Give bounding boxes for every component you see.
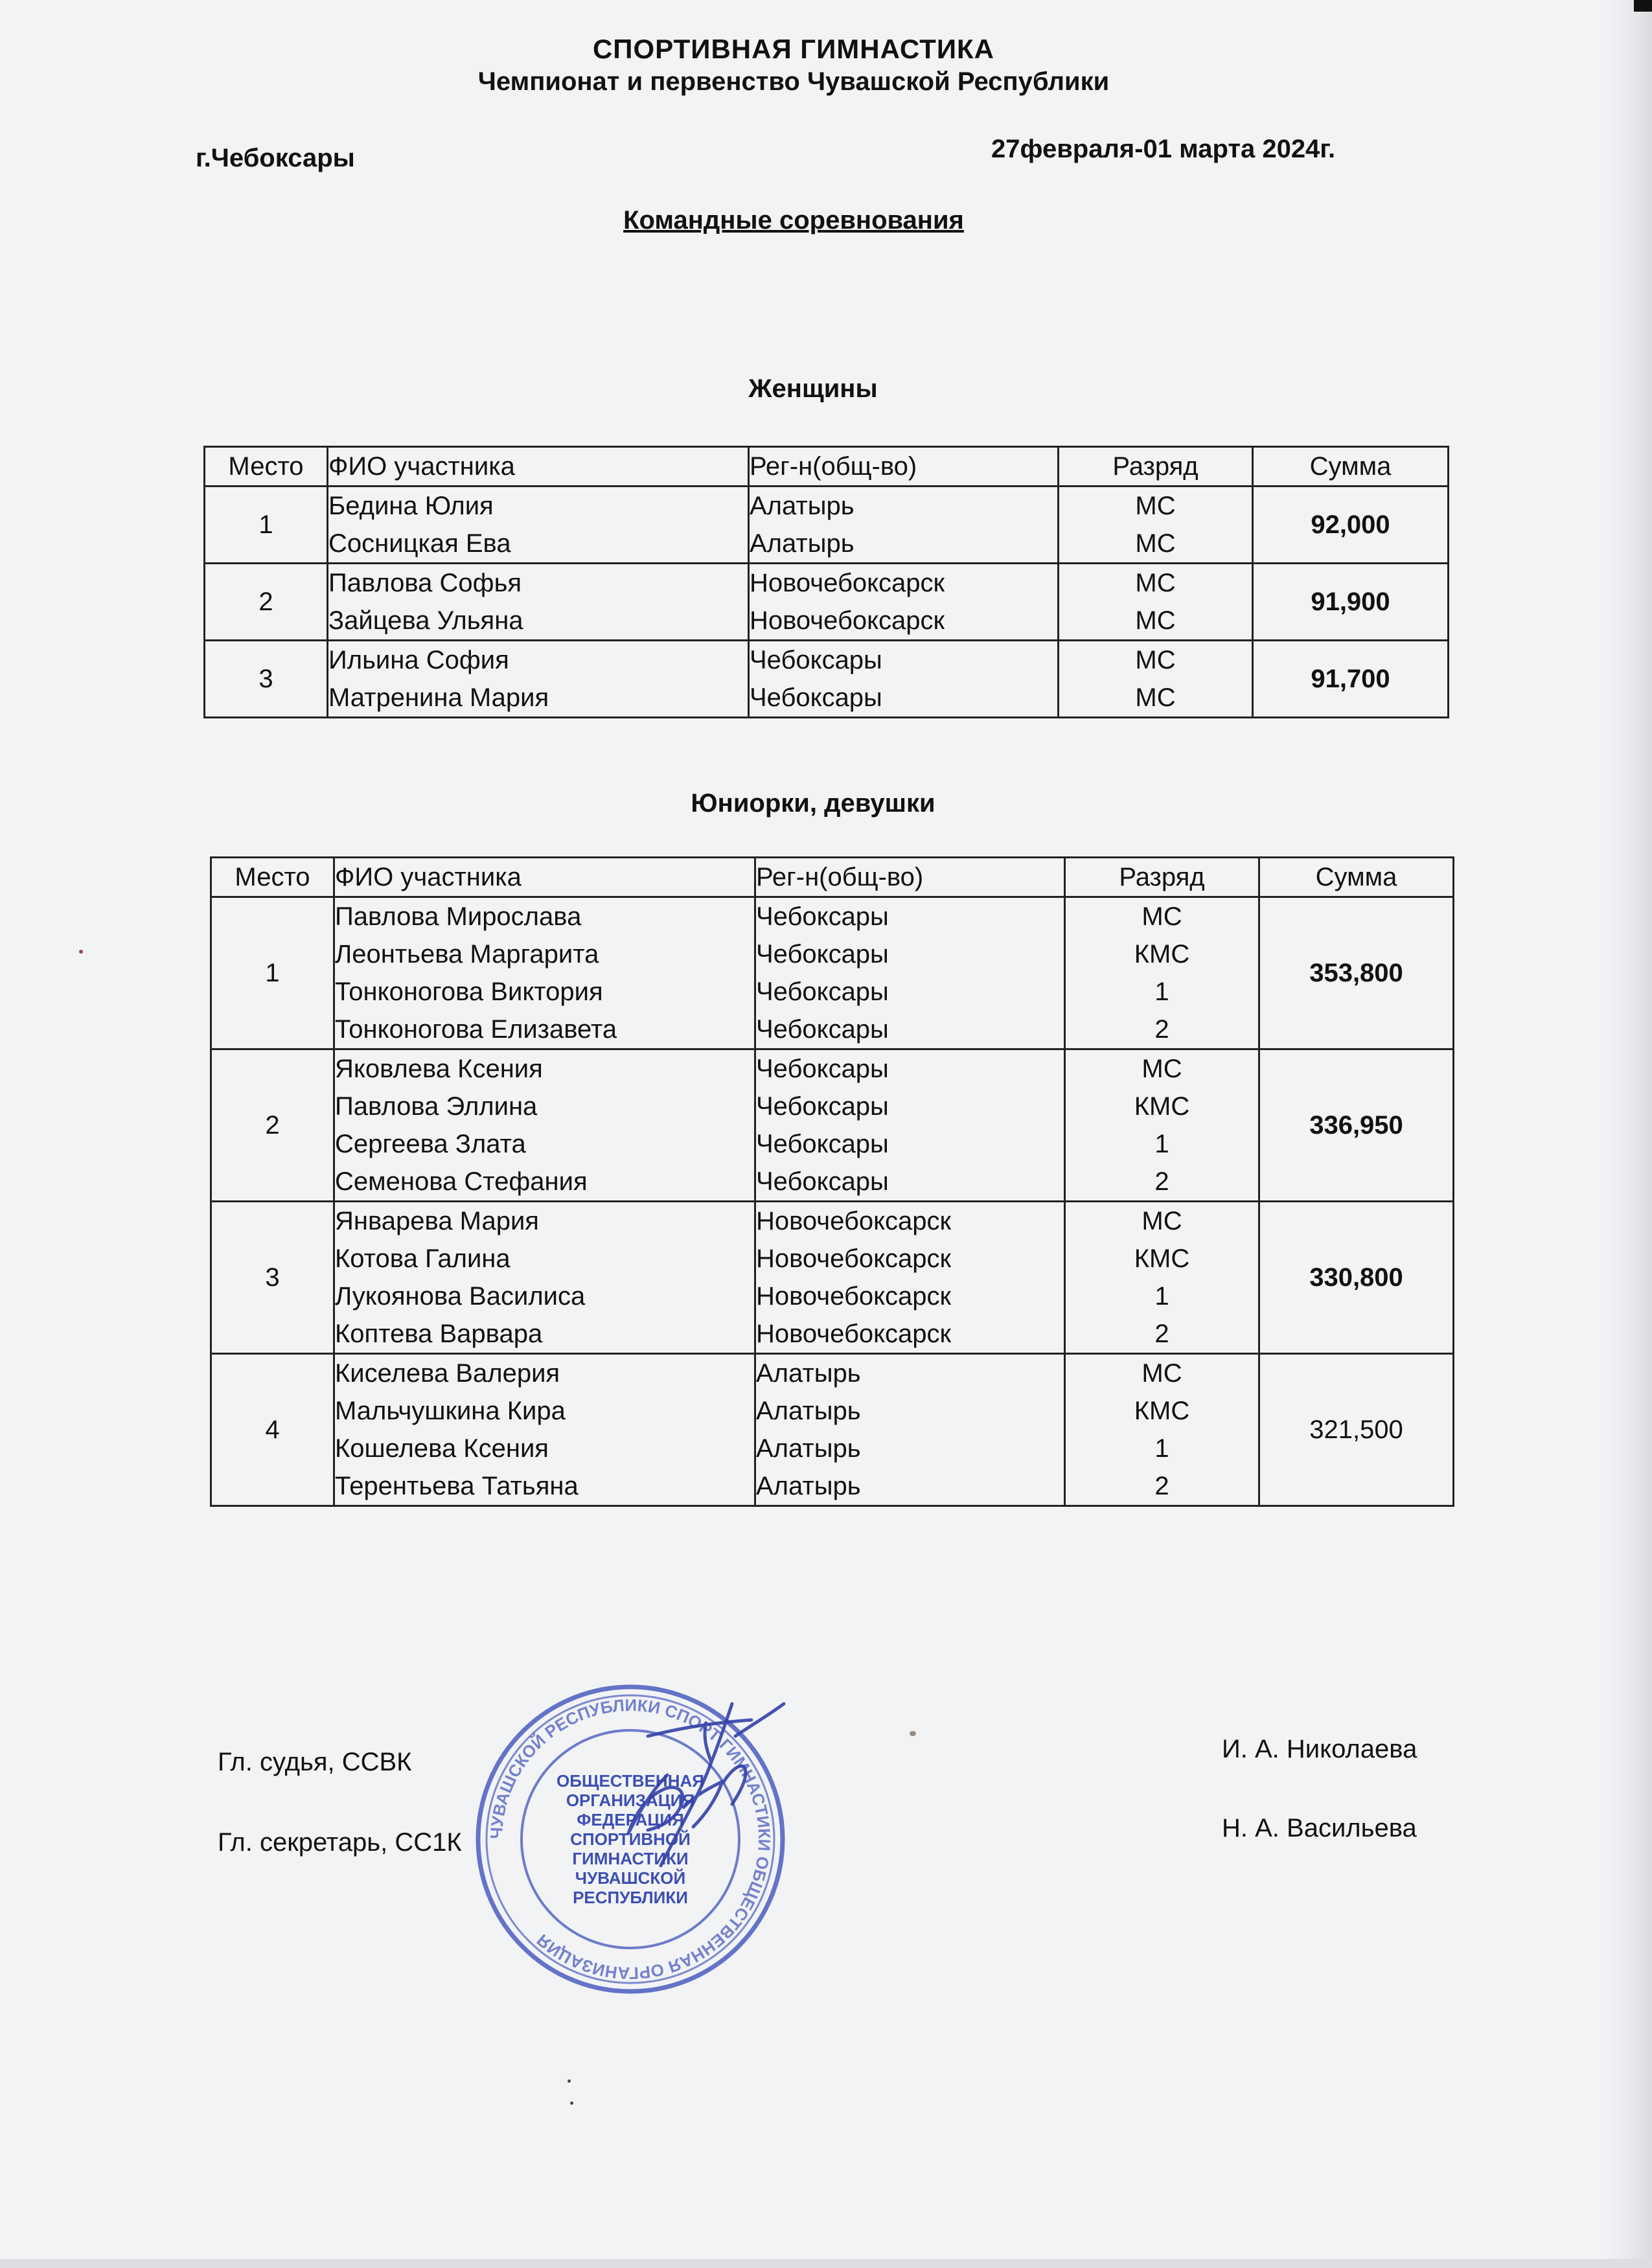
women-teams bbox=[205, 487, 1449, 718]
scan-speck bbox=[79, 950, 83, 954]
column-header-place: Место bbox=[211, 858, 334, 897]
stamp-line: ОБЩЕСТВЕННАЯ bbox=[556, 1771, 704, 1791]
participant-region-cell bbox=[755, 897, 1065, 1049]
participant-rank: 1 bbox=[1154, 1434, 1169, 1463]
team-sum: 92,000 bbox=[1253, 487, 1449, 564]
participant-region: Алатырь bbox=[756, 1359, 861, 1388]
participant-rank-cell bbox=[1059, 641, 1253, 718]
participant-region-cell bbox=[755, 1049, 1065, 1202]
competition-dates: 27февраля-01 марта 2024г. bbox=[991, 135, 1336, 163]
participant-rank: 2 bbox=[1154, 1015, 1169, 1044]
column-header-region: Рег-н(общ-во) bbox=[755, 858, 1065, 897]
participant-name: Январева Мария bbox=[335, 1207, 539, 1235]
participant-name: Зайцева Ульяна bbox=[328, 606, 523, 635]
column-header-name: ФИО участника bbox=[334, 858, 755, 897]
competition-type: Командные соревнования bbox=[623, 206, 964, 235]
participant-rank: МС bbox=[1135, 606, 1176, 635]
participant-name-cell bbox=[334, 897, 755, 1049]
participant-region: Алатырь bbox=[756, 1472, 861, 1500]
participant-region: Новочебоксарск bbox=[750, 606, 945, 635]
participant-region: Новочебоксарск bbox=[756, 1244, 952, 1273]
participant-name-cell bbox=[328, 487, 749, 564]
participant-rank: 2 bbox=[1154, 1472, 1169, 1500]
sport-title: СПОРТИВНАЯ ГИМНАСТИКА bbox=[592, 34, 995, 64]
stamp-line: ЧУВАШСКОЙ bbox=[575, 1868, 686, 1888]
team-sum: 91,700 bbox=[1253, 641, 1449, 718]
participant-rank: МС bbox=[1141, 902, 1182, 931]
participant-region: Чебоксары bbox=[750, 683, 882, 712]
participant-region: Новочебоксарск bbox=[756, 1282, 952, 1311]
scan-speck bbox=[570, 2102, 573, 2105]
participant-rank: МС bbox=[1135, 529, 1176, 558]
participant-name: Кошелева Ксения bbox=[335, 1434, 549, 1463]
column-header-rank: Разряд bbox=[1059, 447, 1253, 487]
team-sum: 321,500 bbox=[1259, 1354, 1454, 1506]
participant-name: Яковлева Ксения bbox=[335, 1055, 543, 1083]
city: г.Чебоксары bbox=[196, 144, 355, 172]
handwritten-signature bbox=[570, 1697, 803, 1892]
participant-rank: КМС bbox=[1134, 940, 1190, 968]
championship-title: Чемпионат и первенство Чувашской Республики bbox=[477, 67, 1110, 96]
participant-rank: КМС bbox=[1134, 1092, 1190, 1121]
team-sum: 336,950 bbox=[1259, 1049, 1454, 1202]
participant-name-cell bbox=[334, 1354, 755, 1506]
participant-name: Тонконогова Елизавета bbox=[335, 1015, 617, 1044]
team-row bbox=[205, 564, 1449, 641]
participant-region: Чебоксары bbox=[756, 1167, 889, 1196]
team-place: 3 bbox=[205, 641, 328, 718]
participant-rank-cell bbox=[1059, 564, 1253, 641]
column-header-sum: Сумма bbox=[1253, 447, 1449, 487]
participant-rank-cell bbox=[1065, 1202, 1259, 1354]
participant-name: Бедина Юлия bbox=[328, 492, 494, 520]
participant-rank: КМС bbox=[1134, 1397, 1190, 1425]
participant-name: Павлова Софья bbox=[328, 569, 522, 597]
participant-region: Новочебоксарск bbox=[750, 569, 945, 597]
scan-speck bbox=[568, 2079, 571, 2083]
participant-rank-cell bbox=[1065, 1049, 1259, 1202]
participant-name: Павлова Эллина bbox=[335, 1092, 538, 1121]
team-place: 2 bbox=[211, 1049, 334, 1202]
participant-name-cell bbox=[328, 564, 749, 641]
participant-rank: 1 bbox=[1154, 978, 1169, 1006]
chief-secretary-label: Гл. секретарь, СС1К bbox=[218, 1828, 462, 1857]
table-header-row bbox=[211, 858, 1454, 897]
women-section-title: Женщины bbox=[748, 374, 878, 403]
participant-region: Новочебоксарск bbox=[756, 1207, 952, 1235]
scan-corner bbox=[1634, 0, 1652, 12]
team-place: 2 bbox=[205, 564, 328, 641]
participant-rank: МС bbox=[1135, 683, 1176, 712]
participant-name: Котова Галина bbox=[335, 1244, 511, 1273]
participant-region: Чебоксары bbox=[756, 1092, 889, 1121]
stamp-line: СПОРТИВНОЙ bbox=[570, 1829, 691, 1849]
column-header-place: Место bbox=[205, 447, 328, 487]
stamp-line: ОРГАНИЗАЦИЯ bbox=[566, 1791, 695, 1810]
column-header-sum: Сумма bbox=[1259, 858, 1454, 897]
team-row bbox=[211, 1049, 1454, 1202]
participant-region: Чебоксары bbox=[756, 1055, 889, 1083]
column-header-rank: Разряд bbox=[1065, 858, 1259, 897]
participant-region: Чебоксары bbox=[756, 1130, 889, 1158]
chief-secretary-name: Н. А. Васильева bbox=[1222, 1814, 1417, 1842]
team-place: 3 bbox=[211, 1202, 334, 1354]
participant-rank: МС bbox=[1135, 569, 1176, 597]
participant-name: Матренина Мария bbox=[328, 683, 549, 712]
team-place: 1 bbox=[205, 487, 328, 564]
participant-region: Чебоксары bbox=[756, 902, 889, 931]
stamp-line: ФЕДЕРАЦИЯ bbox=[577, 1810, 684, 1829]
scan-bottom-edge bbox=[0, 2259, 1652, 2268]
participant-rank: 1 bbox=[1154, 1282, 1169, 1311]
participant-region: Алатырь bbox=[750, 529, 855, 558]
participant-region: Чебоксары bbox=[756, 1015, 889, 1044]
team-place: 1 bbox=[211, 897, 334, 1049]
participant-name: Семенова Стефания bbox=[335, 1167, 588, 1196]
participant-rank: МС bbox=[1135, 646, 1176, 674]
juniors-teams bbox=[211, 897, 1454, 1506]
participant-name-cell bbox=[334, 1202, 755, 1354]
participant-rank: МС bbox=[1141, 1207, 1182, 1235]
participant-name: Сергеева Злата bbox=[335, 1130, 526, 1158]
team-row bbox=[211, 1202, 1454, 1354]
team-sum: 330,800 bbox=[1259, 1202, 1454, 1354]
participant-region: Алатырь bbox=[750, 492, 855, 520]
participant-rank: 2 bbox=[1154, 1167, 1169, 1196]
participant-rank: 2 bbox=[1154, 1320, 1169, 1348]
participant-region-cell bbox=[749, 641, 1059, 718]
participant-name-cell bbox=[328, 641, 749, 718]
team-row bbox=[211, 897, 1454, 1049]
participant-name: Терентьева Татьяна bbox=[335, 1472, 579, 1500]
participant-region: Чебоксары bbox=[756, 940, 889, 968]
participant-rank: МС bbox=[1141, 1055, 1182, 1083]
team-row bbox=[205, 641, 1449, 718]
participant-rank: 1 bbox=[1154, 1130, 1169, 1158]
participant-rank: МС bbox=[1141, 1359, 1182, 1388]
table-header-row bbox=[205, 447, 1449, 487]
participant-name: Киселева Валерия bbox=[335, 1359, 560, 1388]
participant-name: Павлова Мирослава bbox=[335, 902, 582, 931]
stamp-line: ГИМНАСТИКИ bbox=[572, 1849, 689, 1868]
participant-name: Тонконогова Виктория bbox=[335, 978, 603, 1006]
column-header-name: ФИО участника bbox=[328, 447, 749, 487]
participant-name: Лукоянова Василиса bbox=[335, 1282, 586, 1311]
participant-region: Чебоксары bbox=[750, 646, 882, 674]
participant-rank: КМС bbox=[1134, 1244, 1190, 1273]
participant-region: Алатырь bbox=[756, 1434, 861, 1463]
participant-rank-cell bbox=[1065, 897, 1259, 1049]
chief-judge-name: И. А. Николаева bbox=[1222, 1735, 1417, 1763]
team-sum: 91,900 bbox=[1253, 564, 1449, 641]
team-row bbox=[211, 1354, 1454, 1506]
team-row bbox=[205, 487, 1449, 564]
scan-speck bbox=[910, 1731, 916, 1736]
participant-name: Ильина София bbox=[328, 646, 509, 674]
participant-region: Новочебоксарск bbox=[756, 1320, 952, 1348]
participant-region-cell bbox=[755, 1202, 1065, 1354]
participant-region-cell bbox=[749, 487, 1059, 564]
team-sum: 353,800 bbox=[1259, 897, 1454, 1049]
stamp-line: РЕСПУБЛИКИ bbox=[573, 1888, 688, 1907]
participant-rank-cell bbox=[1065, 1354, 1259, 1506]
participant-name: Коптева Варвара bbox=[335, 1320, 543, 1348]
juniors-results-table bbox=[210, 856, 1454, 1507]
participant-region: Алатырь bbox=[756, 1397, 861, 1425]
participant-region-cell bbox=[749, 564, 1059, 641]
team-place: 4 bbox=[211, 1354, 334, 1506]
stamp-ring-text: ЧУВАШСКОЙ РЕСПУБЛИКИ СПОРТ ГИМНАСТИКИ ОБЩЕСТВЕННАЯ ОРГАНИЗАЦИЯ bbox=[486, 1695, 775, 1984]
participant-name-cell bbox=[334, 1049, 755, 1202]
women-results-table bbox=[203, 446, 1449, 718]
chief-judge-label: Гл. судья, ССВК bbox=[218, 1748, 412, 1776]
participant-name: Сосницкая Ева bbox=[328, 529, 511, 558]
column-header-region: Рег-н(общ-во) bbox=[749, 447, 1059, 487]
participant-region-cell bbox=[755, 1354, 1065, 1506]
participant-name: Мальчушкина Кира bbox=[335, 1397, 566, 1425]
participant-rank-cell bbox=[1059, 487, 1253, 564]
participant-name: Леонтьева Маргарита bbox=[335, 940, 599, 968]
participant-region: Чебоксары bbox=[756, 978, 889, 1006]
participant-rank: МС bbox=[1135, 492, 1176, 520]
scan-edge bbox=[1607, 0, 1652, 2268]
juniors-section-title: Юниорки, девушки bbox=[691, 789, 935, 818]
